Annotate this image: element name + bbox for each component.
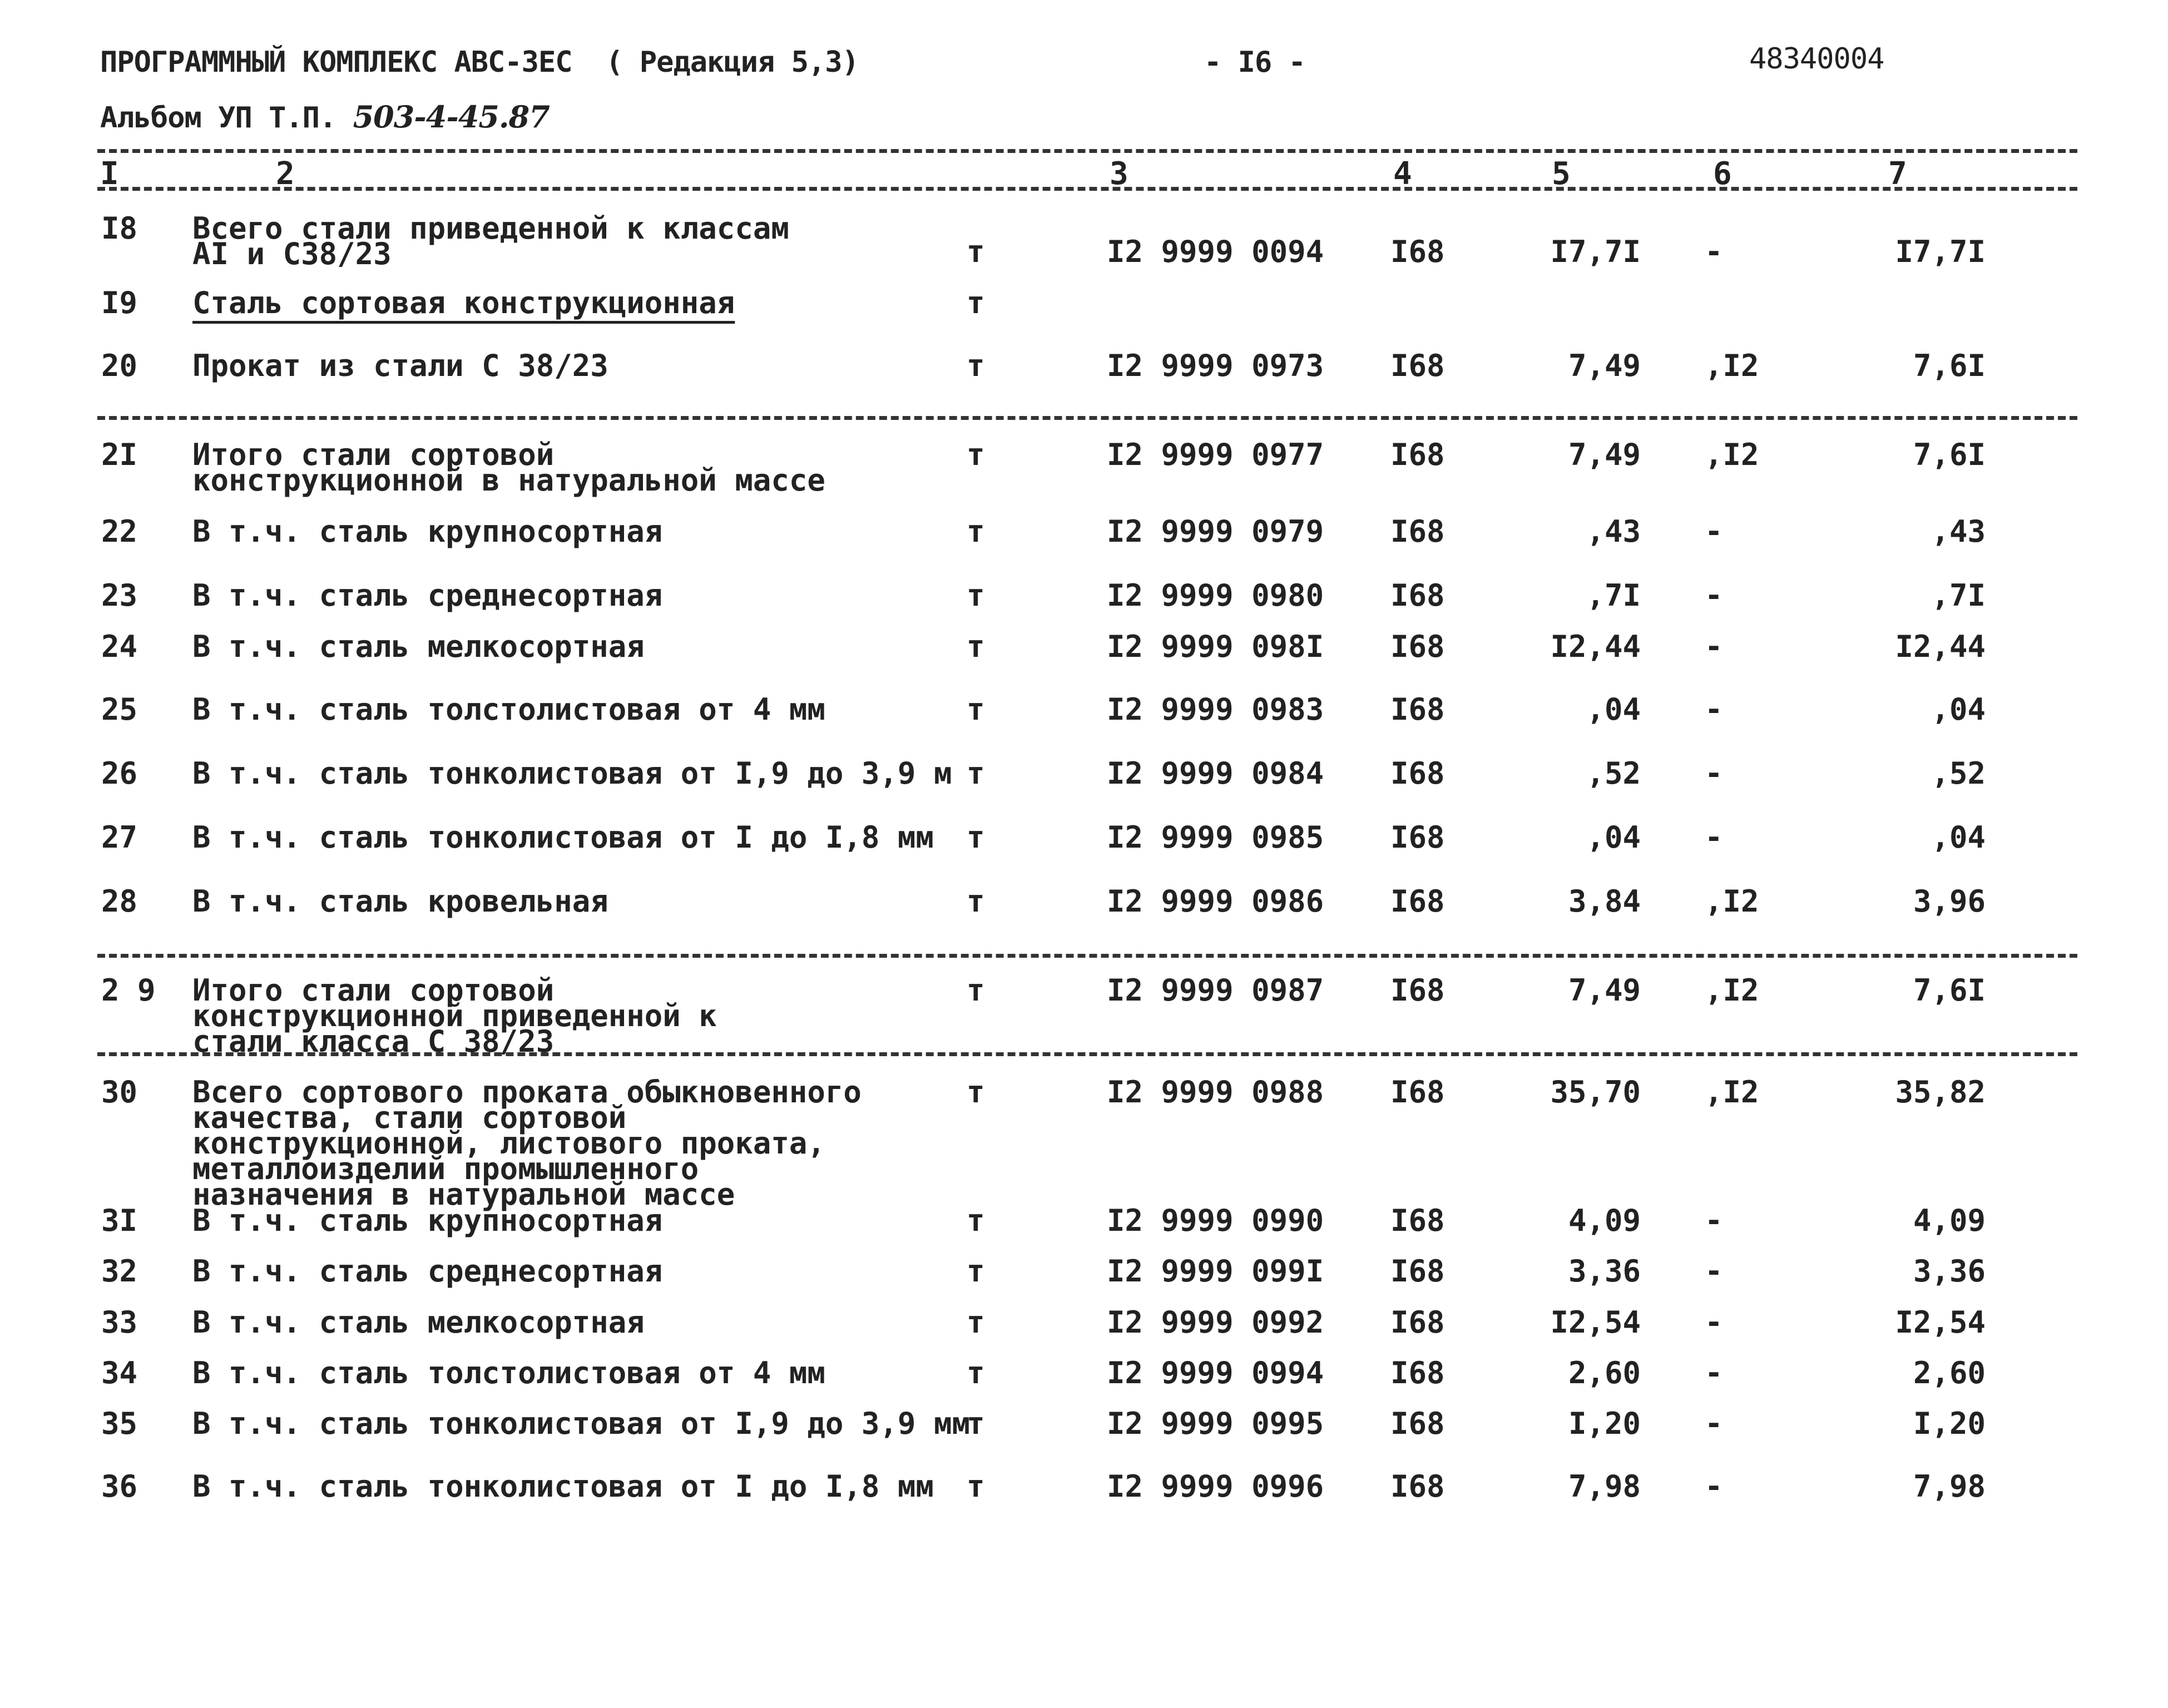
row-col4: I68 [1390, 1305, 1445, 1340]
row-col5: 35,70 [1550, 1075, 1641, 1110]
row-name: Всего сортового проката обыкновенного качества, стали сортовой конструкционной, листового проката, металлоизделий промышленного назначения в натуральной массе [192, 1075, 862, 1212]
row-col4: I68 [1390, 820, 1445, 855]
row-name: В т.ч. сталь среднесортная [192, 578, 663, 613]
row-col6: - [1705, 234, 1723, 269]
row-number: 2 9 [101, 973, 156, 1008]
row-col4: I68 [1390, 1075, 1445, 1110]
edition-label: ( Редакция 5,3) [606, 46, 859, 79]
row-col5: 7,98 [1568, 1469, 1641, 1504]
row-unit: т [967, 234, 985, 269]
row-col4: I68 [1390, 1355, 1445, 1390]
row-number: 2I [101, 437, 138, 472]
row-col7: 4,09 [1913, 1203, 1986, 1238]
row-col5: 3,84 [1568, 884, 1641, 919]
row-number: 27 [101, 820, 138, 855]
row-col7: ,52 [1931, 756, 1986, 791]
row-code: I2 9999 0984 [1107, 756, 1324, 791]
row-unit: т [967, 884, 985, 919]
column-header-3: 3 [1110, 156, 1128, 192]
row-col6: - [1705, 1203, 1723, 1238]
row-name: В т.ч. сталь тонколистовая от I,9 до 3,9 мм [192, 1406, 970, 1441]
row-unit: т [967, 973, 985, 1008]
row-name: В т.ч. сталь мелкосортная [192, 1305, 645, 1340]
row-col6: - [1705, 756, 1723, 791]
row-name: Прокат из стали С 38/23 [192, 348, 608, 383]
row-col4: I68 [1390, 1254, 1445, 1289]
row-col4: I68 [1390, 348, 1445, 383]
row-number: 23 [101, 578, 138, 613]
row-col7: I,20 [1913, 1406, 1986, 1441]
row-col7: 7,6I [1913, 437, 1986, 472]
row-code: I2 9999 0988 [1107, 1075, 1324, 1110]
section-divider [97, 416, 2077, 420]
row-code: I2 9999 0979 [1107, 514, 1324, 549]
row-col6: - [1705, 1469, 1723, 1504]
row-col5: I2,54 [1550, 1305, 1641, 1340]
page-number: - I6 - [1204, 46, 1305, 79]
row-name: В т.ч. сталь толстолистовая от 4 мм [192, 1355, 825, 1390]
row-name: Итого стали сортовой конструкционной приведенной к стали класса С 38/23 [192, 973, 717, 1059]
row-col5: ,7I [1586, 578, 1641, 613]
row-col6: - [1705, 820, 1723, 855]
row-code: I2 9999 0973 [1107, 348, 1324, 383]
row-name: В т.ч. сталь тонколистовая от I до I,8 мм [192, 1469, 934, 1504]
column-header-2: 2 [276, 156, 295, 192]
row-number: I8 [101, 211, 138, 246]
row-col7: I2,54 [1895, 1305, 1986, 1340]
row-code: I2 9999 0990 [1107, 1203, 1324, 1238]
row-col6: ,I2 [1705, 973, 1759, 1008]
row-code: I2 9999 0094 [1107, 234, 1324, 269]
row-col6: - [1705, 1305, 1723, 1340]
row-unit: т [967, 629, 985, 664]
row-number: 33 [101, 1305, 138, 1340]
column-header-1: I [100, 156, 119, 192]
row-name: В т.ч. сталь среднесортная [192, 1254, 663, 1289]
row-col7: 35,82 [1895, 1075, 1986, 1110]
row-code: I2 9999 099I [1107, 1254, 1324, 1289]
row-name: В т.ч. сталь кровельная [192, 884, 608, 919]
row-col5: 7,49 [1568, 437, 1641, 472]
document-code: 48340004 [1749, 42, 1884, 76]
row-col5: I,20 [1568, 1406, 1641, 1441]
row-col5: 3,36 [1568, 1254, 1641, 1289]
album-label: Альбом УП Т.П. [100, 101, 336, 135]
row-code: I2 9999 098I [1107, 629, 1324, 664]
row-col4: I68 [1390, 1203, 1445, 1238]
row-col5: ,43 [1586, 514, 1641, 549]
row-number: 34 [101, 1355, 138, 1390]
row-col4: I68 [1390, 973, 1445, 1008]
row-col5: 7,49 [1568, 348, 1641, 383]
row-unit: т [967, 692, 985, 727]
row-col5: ,04 [1586, 692, 1641, 727]
row-unit: т [967, 1075, 985, 1110]
row-number: 24 [101, 629, 138, 664]
column-header-4: 4 [1393, 156, 1412, 192]
row-col4: I68 [1390, 1469, 1445, 1504]
album-number: 503-4-45.87 [353, 99, 550, 135]
row-name: В т.ч. сталь тонколистовая от I до I,8 мм [192, 820, 934, 855]
row-col7: ,43 [1931, 514, 1986, 549]
row-col6: - [1705, 1406, 1723, 1441]
row-number: 3I [101, 1203, 138, 1238]
program-title [100, 46, 859, 79]
row-unit: т [967, 437, 985, 472]
row-col6: - [1705, 514, 1723, 549]
row-col7: I2,44 [1895, 629, 1986, 664]
row-col5: 7,49 [1568, 973, 1641, 1008]
row-number: 30 [101, 1075, 138, 1110]
row-col6: - [1705, 629, 1723, 664]
row-unit: т [967, 285, 985, 320]
column-header-6: 6 [1713, 156, 1732, 192]
row-col6: - [1705, 578, 1723, 613]
row-col7: 7,98 [1913, 1469, 1986, 1504]
row-unit: т [967, 1305, 985, 1340]
row-unit: т [967, 756, 985, 791]
row-name: В т.ч. сталь тонколистовая от I,9 до 3,9 м [192, 756, 952, 791]
row-unit: т [967, 578, 985, 613]
row-col5: I7,7I [1550, 234, 1641, 269]
row-col6: - [1705, 1254, 1723, 1289]
row-unit: т [967, 1406, 985, 1441]
row-unit: т [967, 1355, 985, 1390]
row-unit: т [967, 1469, 985, 1504]
row-col5: 2,60 [1568, 1355, 1641, 1390]
row-code: I2 9999 0985 [1107, 820, 1324, 855]
section-divider [97, 1052, 2077, 1056]
row-number: 25 [101, 692, 138, 727]
row-number: 32 [101, 1254, 138, 1289]
row-col7: 7,6I [1913, 973, 1986, 1008]
row-code: I2 9999 0994 [1107, 1355, 1324, 1390]
row-name: В т.ч. сталь толстолистовая от 4 мм [192, 692, 825, 727]
row-col4: I68 [1390, 692, 1445, 727]
album-line [100, 99, 550, 135]
row-col4: I68 [1390, 756, 1445, 791]
row-name: Всего стали приведенной к классам AI и С38/23 [192, 211, 789, 271]
row-number: 22 [101, 514, 138, 549]
row-number: 26 [101, 756, 138, 791]
section-divider [97, 954, 2077, 958]
header-rule-top [97, 149, 2077, 153]
row-col4: I68 [1390, 578, 1445, 613]
row-col7: ,04 [1931, 692, 1986, 727]
row-col4: I68 [1390, 884, 1445, 919]
row-col7: ,7I [1931, 578, 1986, 613]
row-name: Итого стали сортовой конструкционной в натуральной массе [192, 437, 825, 498]
row-code: I2 9999 0992 [1107, 1305, 1324, 1340]
row-col4: I68 [1390, 437, 1445, 472]
column-header-5: 5 [1552, 156, 1571, 192]
row-code: I2 9999 0987 [1107, 973, 1324, 1008]
row-number: 35 [101, 1406, 138, 1441]
row-col6: - [1705, 1355, 1723, 1390]
row-number: 20 [101, 348, 138, 383]
row-code: I2 9999 0977 [1107, 437, 1324, 472]
row-name: В т.ч. сталь крупносортная [192, 1203, 663, 1238]
row-col7: I7,7I [1895, 234, 1986, 269]
row-col5: ,52 [1586, 756, 1641, 791]
row-col7: 7,6I [1913, 348, 1986, 383]
row-col4: I68 [1390, 234, 1445, 269]
row-col6: ,I2 [1705, 437, 1759, 472]
row-col6: ,I2 [1705, 1075, 1759, 1110]
row-unit: т [967, 820, 985, 855]
row-number: 28 [101, 884, 138, 919]
row-unit: т [967, 1203, 985, 1238]
row-col7: 2,60 [1913, 1355, 1986, 1390]
row-col5: I2,44 [1550, 629, 1641, 664]
row-col6: - [1705, 692, 1723, 727]
row-col5: ,04 [1586, 820, 1641, 855]
row-number: I9 [101, 285, 138, 320]
row-unit: т [967, 348, 985, 383]
row-col7: ,04 [1931, 820, 1986, 855]
header-rule-bottom [97, 187, 2077, 191]
row-name: В т.ч. сталь мелкосортная [192, 629, 645, 664]
row-unit: т [967, 514, 985, 549]
row-col4: I68 [1390, 629, 1445, 664]
row-unit: т [967, 1254, 985, 1289]
row-col4: I68 [1390, 1406, 1445, 1441]
row-name: В т.ч. сталь крупносортная [192, 514, 663, 549]
row-code: I2 9999 0986 [1107, 884, 1324, 919]
row-col5: 4,09 [1568, 1203, 1641, 1238]
row-col7: 3,96 [1913, 884, 1986, 919]
row-name: Сталь сортовая конструкционная [192, 285, 735, 320]
row-code: I2 9999 0980 [1107, 578, 1324, 613]
row-col6: ,I2 [1705, 348, 1759, 383]
column-header-7: 7 [1888, 156, 1907, 192]
program-name: ПРОГРАММНЫЙ КОМПЛЕКС АВС-ЗЕС [100, 46, 572, 79]
row-col4: I68 [1390, 514, 1445, 549]
row-code: I2 9999 0996 [1107, 1469, 1324, 1504]
row-col6: ,I2 [1705, 884, 1759, 919]
row-number: 36 [101, 1469, 138, 1504]
row-code: I2 9999 0995 [1107, 1406, 1324, 1441]
row-col7: 3,36 [1913, 1254, 1986, 1289]
row-code: I2 9999 0983 [1107, 692, 1324, 727]
